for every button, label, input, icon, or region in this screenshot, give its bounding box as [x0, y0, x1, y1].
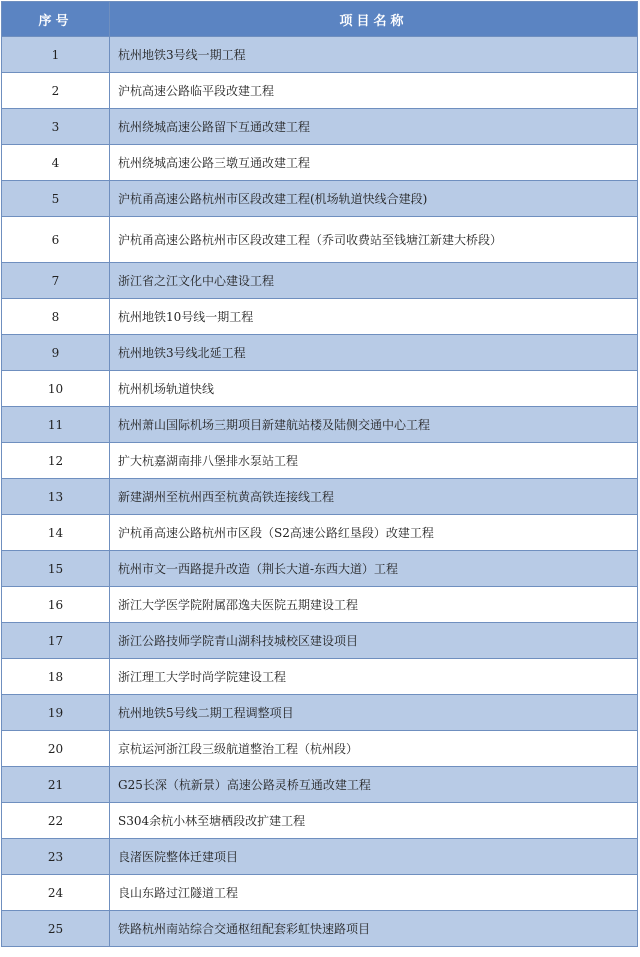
table-row	[2, 623, 638, 659]
row-index: 5	[2, 181, 110, 217]
table-row	[2, 263, 638, 299]
row-project-name: 杭州市文一西路提升改造（荆长大道-东西大道）工程	[110, 551, 638, 587]
row-index: 21	[2, 767, 110, 803]
row-project-name: 杭州机场轨道快线	[110, 371, 638, 407]
row-project-name: 沪杭甬高速公路杭州市区段改建工程（乔司收费站至钱塘江新建大桥段）	[110, 217, 638, 263]
table-row	[2, 515, 638, 551]
row-index: 4	[2, 145, 110, 181]
row-index: 6	[2, 217, 110, 263]
row-project-name: G25长深（杭新景）高速公路灵桥互通改建工程	[110, 767, 638, 803]
table-row	[2, 875, 638, 911]
table-row	[2, 217, 638, 263]
row-index: 19	[2, 695, 110, 731]
row-project-name: 浙江公路技师学院青山湖科技城校区建设项目	[110, 623, 638, 659]
row-project-name: 杭州地铁3号线一期工程	[110, 37, 638, 73]
table-row	[2, 145, 638, 181]
row-index: 17	[2, 623, 110, 659]
table-row	[2, 299, 638, 335]
row-index: 2	[2, 73, 110, 109]
row-index: 12	[2, 443, 110, 479]
row-index: 23	[2, 839, 110, 875]
row-project-name: 铁路杭州南站综合交通枢纽配套彩虹快速路项目	[110, 911, 638, 947]
row-project-name: 京杭运河浙江段三级航道整治工程（杭州段）	[110, 731, 638, 767]
row-index: 3	[2, 109, 110, 145]
header-index: 序号	[2, 2, 110, 37]
row-index: 7	[2, 263, 110, 299]
table-row	[2, 407, 638, 443]
table-row	[2, 659, 638, 695]
row-project-name: 浙江大学医学院附属邵逸夫医院五期建设工程	[110, 587, 638, 623]
row-index: 1	[2, 37, 110, 73]
table-header-row	[2, 2, 638, 37]
row-project-name: 浙江省之江文化中心建设工程	[110, 263, 638, 299]
table-row	[2, 335, 638, 371]
row-index: 14	[2, 515, 110, 551]
row-project-name: 浙江理工大学时尚学院建设工程	[110, 659, 638, 695]
row-index: 24	[2, 875, 110, 911]
row-index: 18	[2, 659, 110, 695]
row-project-name: 杭州地铁10号线一期工程	[110, 299, 638, 335]
row-index: 13	[2, 479, 110, 515]
table-row	[2, 803, 638, 839]
table-row	[2, 443, 638, 479]
row-index: 8	[2, 299, 110, 335]
table-row	[2, 767, 638, 803]
row-index: 15	[2, 551, 110, 587]
table-row	[2, 911, 638, 947]
row-project-name: 杭州萧山国际机场三期项目新建航站楼及陆侧交通中心工程	[110, 407, 638, 443]
row-index: 25	[2, 911, 110, 947]
row-index: 16	[2, 587, 110, 623]
row-project-name: 杭州地铁3号线北延工程	[110, 335, 638, 371]
table-row	[2, 181, 638, 217]
row-index: 22	[2, 803, 110, 839]
row-project-name: 新建湖州至杭州西至杭黄高铁连接线工程	[110, 479, 638, 515]
table-row	[2, 731, 638, 767]
row-index: 20	[2, 731, 110, 767]
table-row	[2, 109, 638, 145]
table-row	[2, 587, 638, 623]
row-project-name: 杭州地铁5号线二期工程调整项目	[110, 695, 638, 731]
project-table	[1, 1, 638, 947]
row-index: 11	[2, 407, 110, 443]
row-project-name: 良渚医院整体迁建项目	[110, 839, 638, 875]
table-body	[2, 37, 638, 947]
row-index: 10	[2, 371, 110, 407]
row-project-name: 沪杭甬高速公路杭州市区段改建工程(机场轨道快线合建段)	[110, 181, 638, 217]
row-index: 9	[2, 335, 110, 371]
table-row	[2, 37, 638, 73]
table-row	[2, 73, 638, 109]
row-project-name: 良山东路过江隧道工程	[110, 875, 638, 911]
row-project-name: 杭州绕城高速公路留下互通改建工程	[110, 109, 638, 145]
row-project-name: 扩大杭嘉湖南排八堡排水泵站工程	[110, 443, 638, 479]
header-project-name: 项目名称	[110, 2, 638, 37]
table-row	[2, 839, 638, 875]
row-project-name: 沪杭高速公路临平段改建工程	[110, 73, 638, 109]
table-row	[2, 551, 638, 587]
table-row	[2, 695, 638, 731]
table-row	[2, 479, 638, 515]
table-row	[2, 371, 638, 407]
row-project-name: S304余杭小林至塘栖段改扩建工程	[110, 803, 638, 839]
row-project-name: 沪杭甬高速公路杭州市区段（S2高速公路红垦段）改建工程	[110, 515, 638, 551]
row-project-name: 杭州绕城高速公路三墩互通改建工程	[110, 145, 638, 181]
